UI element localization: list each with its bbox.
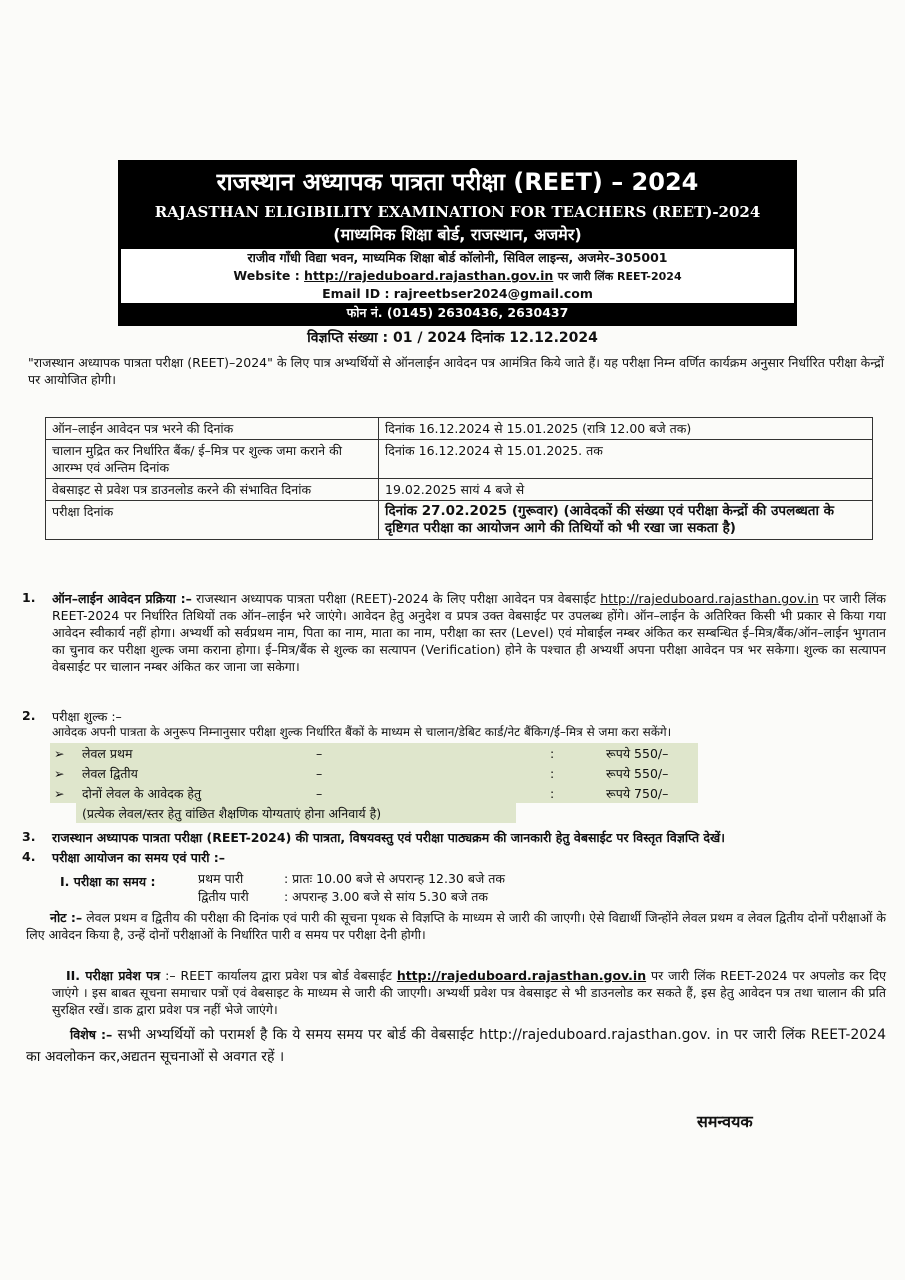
schedule-value: दिनांक 16.12.2024 से 15.01.2025 (रात्रि 12.00 बजे तक) xyxy=(379,418,873,440)
signature: समन्वयक xyxy=(697,1112,753,1131)
section-1-number: 1. xyxy=(22,590,36,605)
fee-colon: : xyxy=(550,766,555,781)
bullet-icon: ➢ xyxy=(54,746,65,761)
schedule-label: परीक्षा दिनांक xyxy=(46,501,379,540)
schedule-value: दिनांक 27.02.2025 (गुरूवार) (आवेदकों की संख्या एवं परीक्षा केन्द्रों की उपलब्धता के दृष्टिगत परीक्षा का आयोजन आगे की तिथियों को भी रखा जा सकता है) xyxy=(379,501,873,540)
fee-row xyxy=(54,744,704,763)
section-1-link[interactable]: http://rajeduboard.rajasthan.gov.in xyxy=(600,591,819,606)
section-1-text-b: पर जारी लिंक REET-2024 पर निर्धारित तिथियों तक ऑन–लाईन भरे जाएंगे। आवेदन हेतु अनुदेश व प्रपत्र उक्त वेबसाईट पर उपलब्ध होंगे। ऑन–लाईन के अतिरिक्त किसी भी प्रकार से किया गया आवेदन स्वीकार्य नहीं होगा। अभ्यर्थी को सर्वप्रथम नाम, पिता का नाम, माता का नाम, परीक्षा का स्तर (Level) एवं मोबाईल नम्बर अंकित कर सम्बन्धित ई–मित्र/बैंक/ऑन–लाईन भुगतान का चुनाव कर परीक्षा शुल्क जमा कराना होगा। ई–मित्र/बैंक से शुल्क का सत्यापन (Verification) होने के पश्चात ही अभ्यर्थी अपना परीक्षा आवेदन पत्र भर सकेगा। शुल्क का सत्यापन वेबसाईट पर चालान नम्बर अंकित कर जाना जा सकेगा। xyxy=(52,591,886,674)
schedule-table xyxy=(45,417,873,540)
fee-colon: : xyxy=(550,786,555,801)
header-title-english: RAJASTHAN ELIGIBILITY EXAMINATION FOR TEACHERS (REET)-2024 xyxy=(121,201,794,223)
section-1-title: ऑन–लाईन आवेदन प्रक्रिया :– xyxy=(52,591,192,606)
shift-1-time: : प्रातः 10.00 बजे से अपरान्ह 12.30 बजे तक xyxy=(284,871,505,886)
fee-label: लेवल प्रथम xyxy=(82,746,133,761)
section-2-text: आवेदक अपनी पात्रता के अनुरूप निम्नानुसार परीक्षा शुल्क निर्धारित बैंकों के माध्यम से चालान/डेबिट कार्ड/नेट बैंकिग/ई–मित्र से जमा करा सकेंगे। xyxy=(52,725,672,739)
schedule-label: ऑन–लाईन आवेदन पत्र भरने की दिनांक xyxy=(46,418,379,440)
header-box xyxy=(118,160,797,326)
bullet-icon: ➢ xyxy=(54,786,65,801)
table-row xyxy=(46,501,873,540)
header-phone: फोन नं. (0145) 2630436, 2630437 xyxy=(121,303,794,323)
website-link[interactable]: http://rajeduboard.rajasthan.gov.in xyxy=(304,268,554,283)
header-email: Email ID : rajreetbser2024@gmail.com xyxy=(322,286,593,301)
shift-1-label: प्रथम पारी xyxy=(198,871,244,886)
admit-card-text-a: :– REET कार्यालय द्वारा प्रवेश पत्र बोर्ड वेबसाईट xyxy=(165,968,392,983)
note-label: नोट :– xyxy=(50,910,83,925)
header-address: राजीव गाँधी विद्या भवन, माध्यमिक शिक्षा बोर्ड कॉलोनी, सिविल लाइन्स, अजमेर–305001 xyxy=(247,250,668,265)
admit-card-paragraph xyxy=(52,967,886,1018)
schedule-label: चालान मुद्रित कर निर्धारित बैंक/ ई–मित्र पर शुल्क जमा कराने की आरम्भ एवं अन्तिम दिनांक xyxy=(46,440,379,479)
header-board-name: (माध्यमिक शिक्षा बोर्ड, राजस्थान, अजमेर) xyxy=(121,223,794,249)
special-label: विशेष :– xyxy=(70,1027,113,1042)
notice-number: विज्ञप्ति संख्या : 01 / 2024 दिनांक 12.12.2024 xyxy=(307,330,598,346)
section-1-text-a: राजस्थान अध्यापक पात्रता परीक्षा (REET)-2024 के लिए परीक्षा आवेदन पत्र वेबसाईट xyxy=(196,591,596,606)
admit-card-link[interactable]: http://rajeduboard.rajasthan.gov.in xyxy=(396,968,647,983)
section-2-number: 2. xyxy=(22,708,36,723)
fee-dash: – xyxy=(316,746,323,761)
fee-label: लेवल द्वितीय xyxy=(82,766,138,781)
section-3-number: 3. xyxy=(22,829,36,844)
intro-paragraph: "राजस्थान अध्यापक पात्रता परीक्षा (REET)–2024" के लिए पात्र अभ्यर्थियों से ऑनलाईन आवेदन पत्र आमंत्रित किये जाते हैं। यह परीक्षा निम्न वर्णित कार्यक्रम अनुसार निर्धारित परीक्षा केन्द्रों पर आयोजित होगी। xyxy=(28,355,884,387)
table-row xyxy=(46,440,873,479)
schedule-label: वेबसाइट से प्रवेश पत्र डाउनलोड करने की संभावित दिनांक xyxy=(46,479,379,501)
fee-colon: : xyxy=(550,746,555,761)
table-row xyxy=(46,479,873,501)
shift-2-time: : अपरान्ह 3.00 बजे से सांय 5.30 बजे तक xyxy=(284,889,488,904)
admit-card-text-b: पर जारी लिंक REET-2024 पर अपलोड कर दिए जाएंगे । इस बाबत सूचना समाचार पत्रों एवं वेबसाइट के माध्यम से जारी की जाएगी। अभ्यर्थी प्रवेश पत्र वेबसाइट से भी डाउनलोड कर सकते हैं, इस हेतु आवेदन पत्र तथा चालान की प्रति सुरक्षित रखें। डाक द्वारा प्रवेश पत्र नहीं भेजे जाएंगे। xyxy=(52,968,886,1017)
section-3-text: राजस्थान अध्यापक पात्रता परीक्षा (REET-2024) की पात्रता, विषयवस्तु एवं परीक्षा पाठ्यक्रम की जानकारी हेतु वेबसाईट पर विस्तृत विज्ञप्ति देखें। xyxy=(52,830,726,845)
schedule-value: दिनांक 16.12.2024 से 15.01.2025. तक xyxy=(379,440,873,479)
timing-label: I. परीक्षा का समय : xyxy=(60,874,156,889)
website-suffix: पर जारी लिंक REET-2024 xyxy=(557,270,682,283)
fee-row xyxy=(54,784,704,803)
website-label: Website : xyxy=(233,268,300,283)
section-4-number: 4. xyxy=(22,849,36,864)
note-paragraph xyxy=(26,909,886,943)
special-paragraph xyxy=(26,1024,886,1068)
table-row xyxy=(46,418,873,440)
fee-note: (प्रत्येक लेवल/स्तर हेतु वांछित शैक्षणिक योग्यताएं होना अनिवार्य है) xyxy=(82,806,382,821)
fee-label: दोनों लेवल के आवेदक हेतु xyxy=(82,786,202,801)
bullet-icon: ➢ xyxy=(54,766,65,781)
section-1-text xyxy=(52,590,886,675)
fee-amount: रूपये 750/– xyxy=(606,786,669,801)
special-text: सभी अभ्यर्थियों को परामर्श है कि ये समय समय पर बोर्ड की वेबसाईट http://rajeduboard.rajasthan.gov. in पर जारी लिंक REET-2024 का अवलोकन कर,अद्यतन सूचनाओं से अवगत रहें । xyxy=(26,1027,887,1065)
header-website xyxy=(121,267,794,285)
schedule-value: 19.02.2025 सायं 4 बजे से xyxy=(379,479,873,501)
fee-dash: – xyxy=(316,786,323,801)
fee-dash: – xyxy=(316,766,323,781)
fee-amount: रूपये 550/– xyxy=(606,766,669,781)
section-2-title: परीक्षा शुल्क :– xyxy=(52,709,122,724)
fee-row xyxy=(54,764,704,783)
header-title-hindi: राजस्थान अध्यापक पात्रता परीक्षा (REET) – 2024 xyxy=(121,163,794,201)
note-text: लेवल प्रथम व द्वितीय की परीक्षा की दिनांक एवं पारी की सूचना पृथक से विज्ञप्ति के माध्यम से जारी की जाएगी। ऐसे विद्यार्थी जिन्होंने लेवल प्रथम व लेवल द्वितीय दोनों परीक्षाओं के लिए आवेदन किया है, उन्हें दोनों परीक्षाओं के निर्धारित पारी व समय पर परीक्षा देनी होगी। xyxy=(26,910,886,942)
shift-2-label: द्वितीय पारी xyxy=(198,889,249,904)
admit-card-label: II. परीक्षा प्रवेश पत्र xyxy=(66,968,161,983)
section-4-title: परीक्षा आयोजन का समय एवं पारी :– xyxy=(52,850,226,865)
fee-amount: रूपये 550/– xyxy=(606,746,669,761)
